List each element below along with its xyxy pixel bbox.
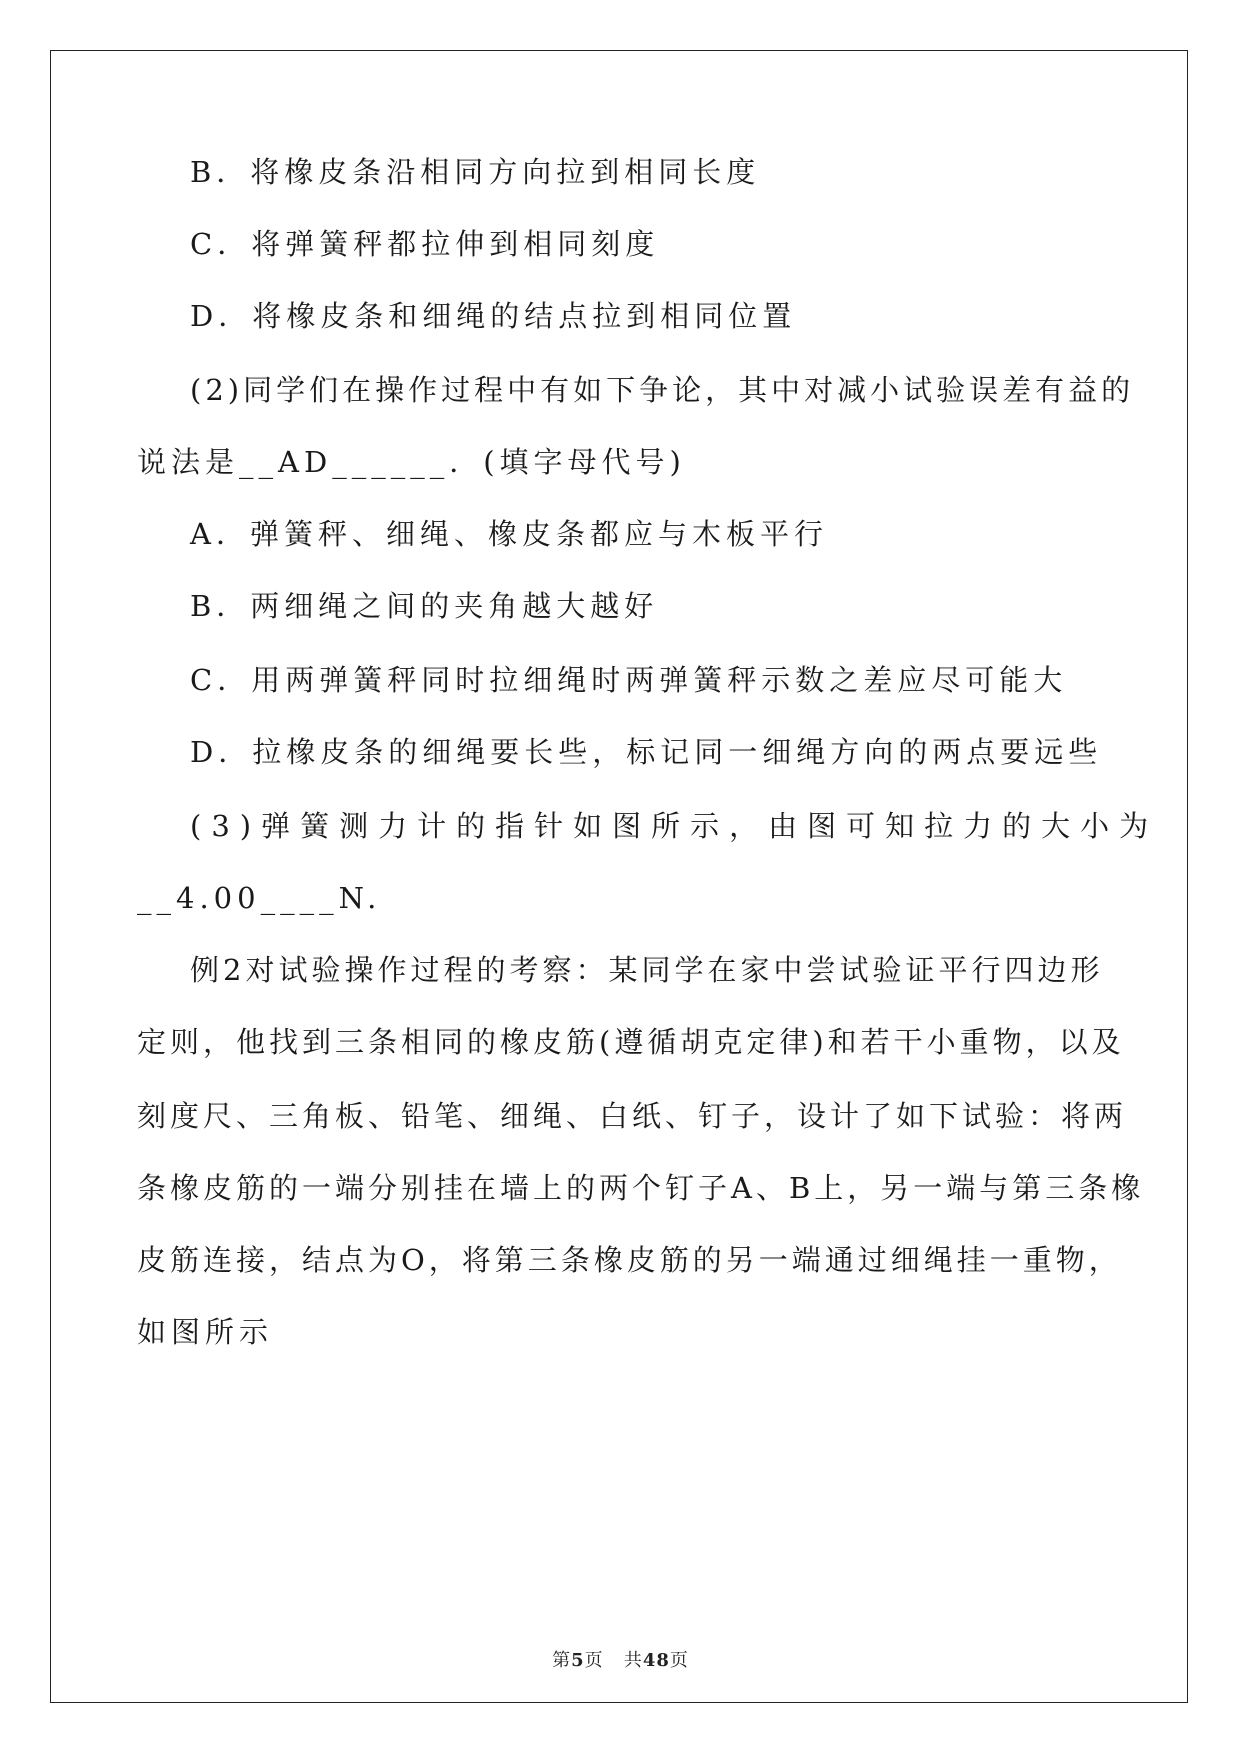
text-line-16: 皮筋连接，结点为O，将第三条橡皮筋的另一端通过细绳挂一重物， <box>137 1243 1122 1277</box>
text-line-14: 刻度尺、三角板、铅笔、细绳、白纸、钉子，设计了如下试验：将两 <box>137 1099 1128 1133</box>
footer-total-prefix: 共 <box>623 1650 643 1671</box>
text-line-11: __4.00____N. <box>137 881 382 915</box>
footer-page-number: 5 <box>571 1650 585 1671</box>
text-line-8: C．用两弹簧秤同时拉细绳时两弹簧秤示数之差应尽可能大 <box>190 663 1068 697</box>
text-line-6: A．弹簧秤、细绳、橡皮条都应与木板平行 <box>190 517 828 551</box>
page-footer <box>0 1646 1241 1672</box>
text-line-10: (3)弹簧测力计的指针如图所示，由图可知拉力的大小为 <box>190 809 1159 843</box>
text-line-7: B．两细绳之间的夹角越大越好 <box>190 589 659 623</box>
text-line-12: 例2对试验操作过程的考察：某同学在家中尝试验证平行四边形 <box>190 953 1104 987</box>
text-line-15: 条橡皮筋的一端分别挂在墙上的两个钉子A、B上，另一端与第三条橡 <box>137 1171 1145 1205</box>
text-line-1: B．将橡皮条沿相同方向拉到相同长度 <box>190 155 761 189</box>
text-line-3: D．将橡皮条和细绳的结点拉到相同位置 <box>190 299 797 333</box>
footer-total-unit: 页 <box>669 1650 689 1671</box>
text-line-2: C．将弹簧秤都拉伸到相同刻度 <box>190 227 660 261</box>
text-line-13: 定则，他找到三条相同的橡皮筋(遵循胡克定律)和若干小重物，以及 <box>137 1025 1125 1059</box>
footer-total-pages: 48 <box>642 1650 670 1671</box>
footer-page-unit: 页 <box>584 1650 604 1671</box>
text-line-5: 说法是__AD______．(填字母代号) <box>137 445 686 479</box>
footer-prefix: 第 <box>552 1650 572 1671</box>
text-line-17: 如图所示 <box>137 1315 274 1349</box>
text-line-9: D．拉橡皮条的细绳要长些，标记同一细绳方向的两点要远些 <box>190 735 1103 769</box>
text-line-4: (2)同学们在操作过程中有如下争论，其中对减小试验误差有益的 <box>190 373 1135 407</box>
